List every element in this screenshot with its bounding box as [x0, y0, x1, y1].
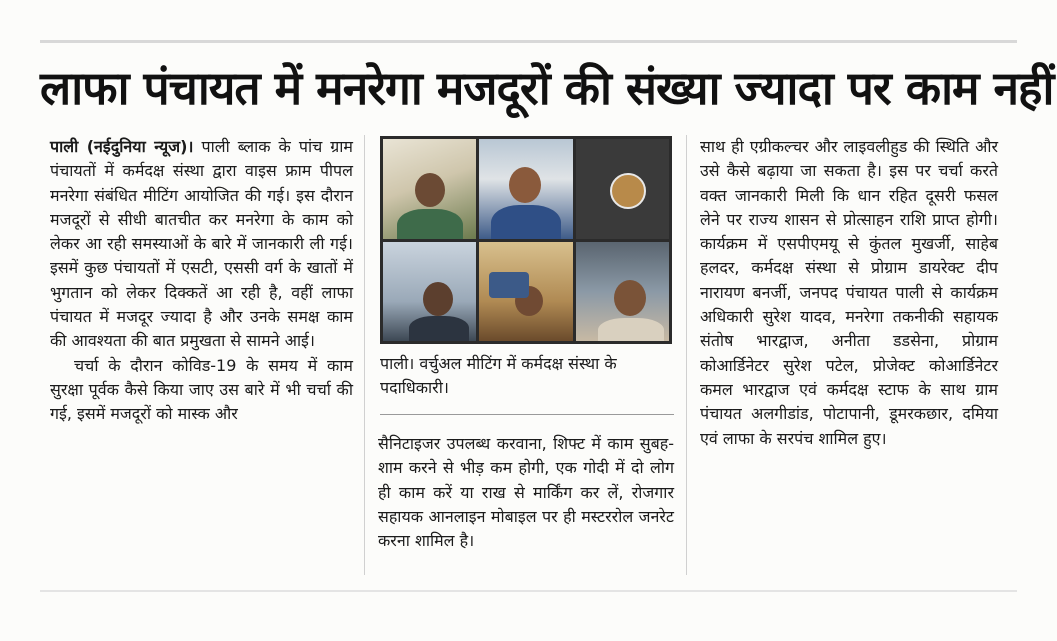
- photo-caption: पाली। वर्चुअल मीटिंग में कर्मदक्ष संस्था के पदाधिकारी।: [380, 354, 617, 397]
- headline: लाफा पंचायत में मनरेगा मजदूरों की संख्या ज्यादा पर काम नहीं: [40, 61, 1054, 115]
- participant-tile: [383, 139, 476, 239]
- left-column: [50, 135, 353, 427]
- participant-tile: [383, 242, 476, 342]
- participant-tile: [576, 139, 669, 239]
- right-paragraph: साथ ही एग्रीकल्चर और लाइवलीहुड की स्थिति और उसे कैसे बढ़ाया जा सकता है। इस पर चर्चा करते वक्त जानकारी मिली कि धान रहित दूसरी फसल लेने पर राज्य शासन से प्रोत्साहन राशि प्राप्त होगी। कार्यक्रम में एसपीएमयू से कुंतल मुखर्जी, साहेब हलदर, कर्मदक्ष संस्था से प्रोग्राम डायरेक्ट दीप नारायण बनर्जी, जनपद पंचायत पाली से कार्यक्रम अधिकारी सुरेश यादव, मनरेगा तकनीकी सहायक संतोष भारद्वाज, अनीता डडसेना, प्रोग्राम कोआर्डिनेटर सुरेश पटेल, प्रोजेक्ट कोआर्डिनेटर कमल भारद्वाज एवं कर्मदक्ष स्टाफ के साथ ग्राम पंचायत अलगीडांड, पोटापानी, डूमरकछार, दमिया एवं लाफा के सरपंच शामिल हुए।: [700, 137, 998, 448]
- left-paragraph-2: चर्चा के दौरान कोविड-19 के समय में काम सुरक्षा पूर्वक कैसे किया जाए उस बारे में भी चर्चा की गई, इसमें मजदूरों को मास्क और: [50, 355, 353, 424]
- participant-tile: [479, 139, 572, 239]
- bottom-rule: [40, 590, 1017, 592]
- column-divider-left: [364, 135, 365, 575]
- right-column: [700, 135, 998, 451]
- caption-rule: [380, 414, 674, 415]
- video-meeting-photo: [380, 136, 672, 344]
- participant-tile: [479, 242, 572, 342]
- column-divider-right: [686, 135, 687, 575]
- middle-paragraph: सैनिटाइजर उपलब्ध करवाना, शिफ्ट में काम सुबह-शाम करने से भीड़ कम होगी, एक गोदी में दो लोग ही काम करें या राख से मार्किंग कर लें, रोजगार सहायक आनलाइन मोबाइल पर ही मस्टररोल जनरेट करना शामिल है।: [378, 434, 674, 551]
- dateline: पाली (नईदुनिया न्यूज)।: [50, 137, 194, 156]
- top-rule: [40, 40, 1017, 43]
- left-paragraph-1: पाली ब्लाक के पांच ग्राम पंचायतों में कर्मदक्ष संस्था द्वारा वाइस फ्राम पीपल मनरेगा संबंधित मीटिंग आयोजित की गई। इस दौरान मजदूरों से सीधी बातचीत कर मनरेगा के काम को लेकर आ रही समस्याओं के बारे में जानकारी ली गई। इसमें कुछ पंचायतों में एसटी, एससी वर्ग के खातों में भुगतान को लेकर दिक्कतें आ रही है, वहीं लाफा पंचायत में मजदूर ज्यादा है और उनके समक्ष काम की आवश्यता की बात प्रमुखता से सामने आई।: [50, 137, 353, 351]
- participant-tile: [576, 242, 669, 342]
- middle-column: [378, 432, 674, 553]
